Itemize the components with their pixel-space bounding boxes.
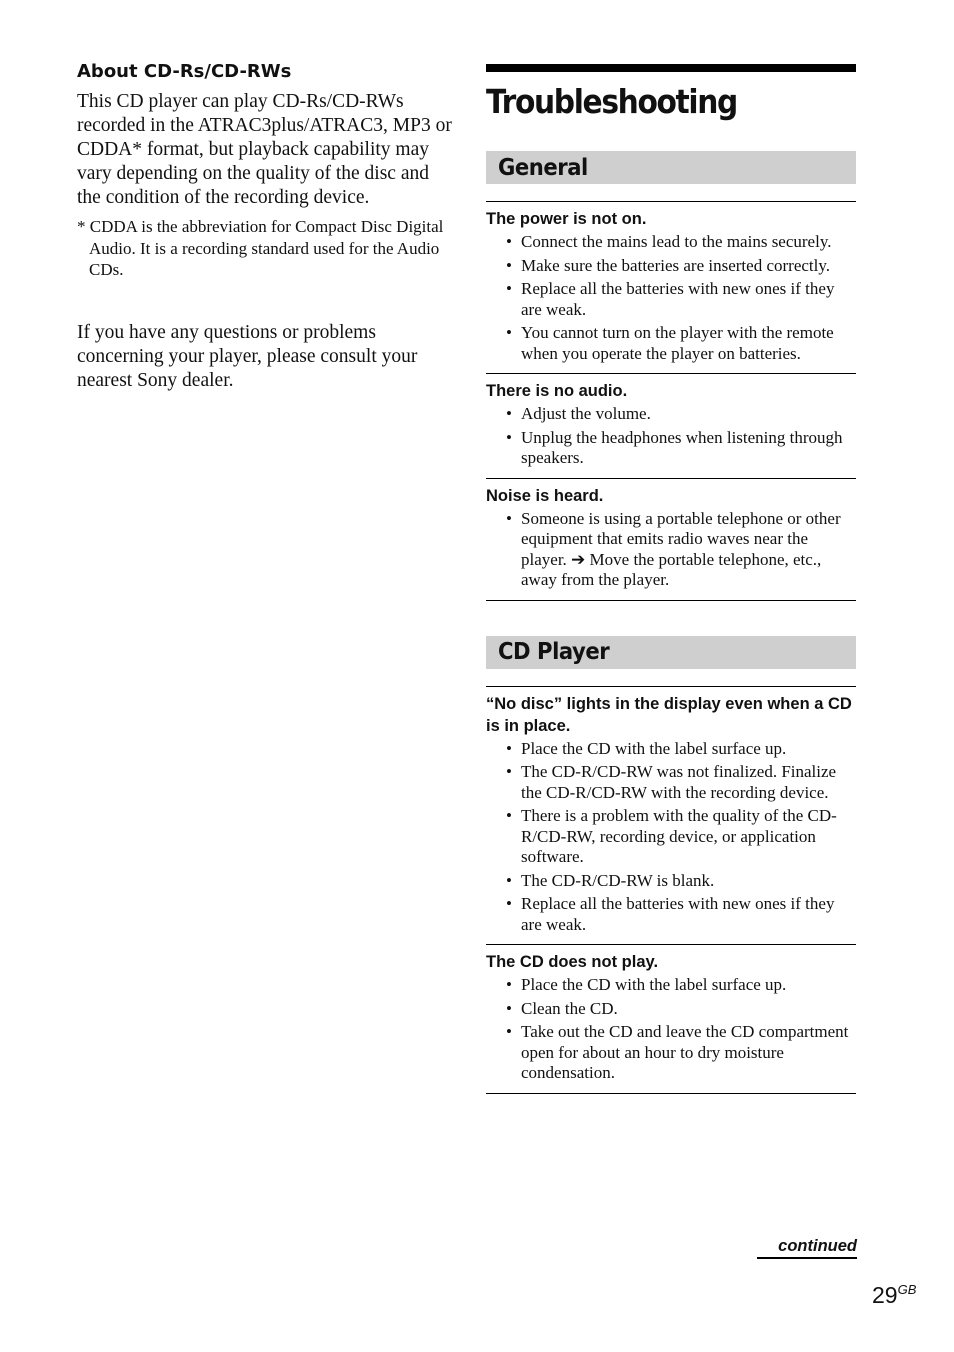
list-item: • Place the CD with the label surface up. bbox=[486, 975, 856, 996]
about-cdr-body: This CD player can play CD-Rs/CD-RWs recorded in the ATRAC3plus/ATRAC3, MP3 or CDDA* format, but playback capability may vary depending on the quality of the disc and the condition of the recording device. bbox=[77, 91, 452, 208]
list-item: • Make sure the batteries are inserted correctly. bbox=[486, 256, 856, 277]
solution-list bbox=[486, 232, 856, 364]
continued-label: continued bbox=[757, 1236, 857, 1259]
list-item: • Clean the CD. bbox=[486, 999, 856, 1020]
list-item: • The CD-R/CD-RW is blank. bbox=[486, 871, 856, 892]
problem-block bbox=[486, 686, 856, 945]
solution-list bbox=[486, 975, 856, 1084]
list-item: • There is a problem with the quality of the CD-R/CD-RW, recording device, or application software. bbox=[486, 806, 856, 868]
problem-block bbox=[486, 478, 856, 601]
cdda-footnote: * CDDA is the abbreviation for Compact Disc Digital Audio. It is a recording standard used for the Audio CDs. bbox=[77, 217, 444, 279]
list-item: • You cannot turn on the player with the remote when you operate the player on batteries. bbox=[486, 323, 856, 364]
list-item: • The CD-R/CD-RW was not finalized. Finalize the CD-R/CD-RW with the recording device. bbox=[486, 762, 856, 803]
problem-block bbox=[486, 944, 856, 1094]
section-header-general bbox=[486, 151, 856, 184]
list-item: • Place the CD with the label surface up. bbox=[486, 739, 856, 760]
page-number bbox=[872, 1275, 916, 1310]
problem-heading: The CD does not play. bbox=[486, 953, 659, 971]
right-column bbox=[486, 64, 856, 1094]
title-rule bbox=[486, 64, 856, 72]
section-title: General bbox=[497, 154, 588, 181]
page-region-suffix: GB bbox=[897, 1282, 917, 1297]
page-title: Troubleshooting bbox=[486, 82, 737, 121]
page-number-value: 29 bbox=[872, 1282, 898, 1308]
left-column bbox=[77, 60, 452, 393]
list-item: • Connect the mains lead to the mains securely. bbox=[486, 232, 856, 253]
list-item: • Adjust the volume. bbox=[486, 404, 856, 425]
problem-heading: The power is not on. bbox=[486, 210, 647, 228]
problem-heading: There is no audio. bbox=[486, 382, 628, 400]
list-item: • Replace all the batteries with new ones if they are weak. bbox=[486, 894, 856, 935]
list-item: • Someone is using a portable telephone or other equipment that emits radio waves near the player. ➔ Move the portable telephone, etc., away from the player. bbox=[486, 509, 856, 591]
solution-list bbox=[486, 509, 856, 591]
solution-list bbox=[486, 739, 856, 936]
problem-heading: Noise is heard. bbox=[486, 486, 604, 505]
contact-note: If you have any questions or problems concerning your player, please consult your nearest Sony dealer. bbox=[77, 321, 418, 391]
section-header-cd-player bbox=[486, 636, 856, 669]
section-title: CD Player bbox=[497, 639, 610, 665]
list-item: • Unplug the headphones when listening through speakers. bbox=[486, 428, 856, 469]
problem-block bbox=[486, 201, 856, 373]
solution-list bbox=[486, 404, 856, 469]
list-item: • Take out the CD and leave the CD compartment open for about an hour to dry moisture condensation. bbox=[486, 1022, 856, 1084]
problem-heading: “No disc” lights in the display even when a CD is in place. bbox=[486, 694, 852, 735]
problem-block bbox=[486, 373, 856, 478]
list-item: • Replace all the batteries with new ones if they are weak. bbox=[486, 279, 856, 320]
about-cdr-heading: About CD-Rs/CD-RWs bbox=[77, 61, 292, 82]
